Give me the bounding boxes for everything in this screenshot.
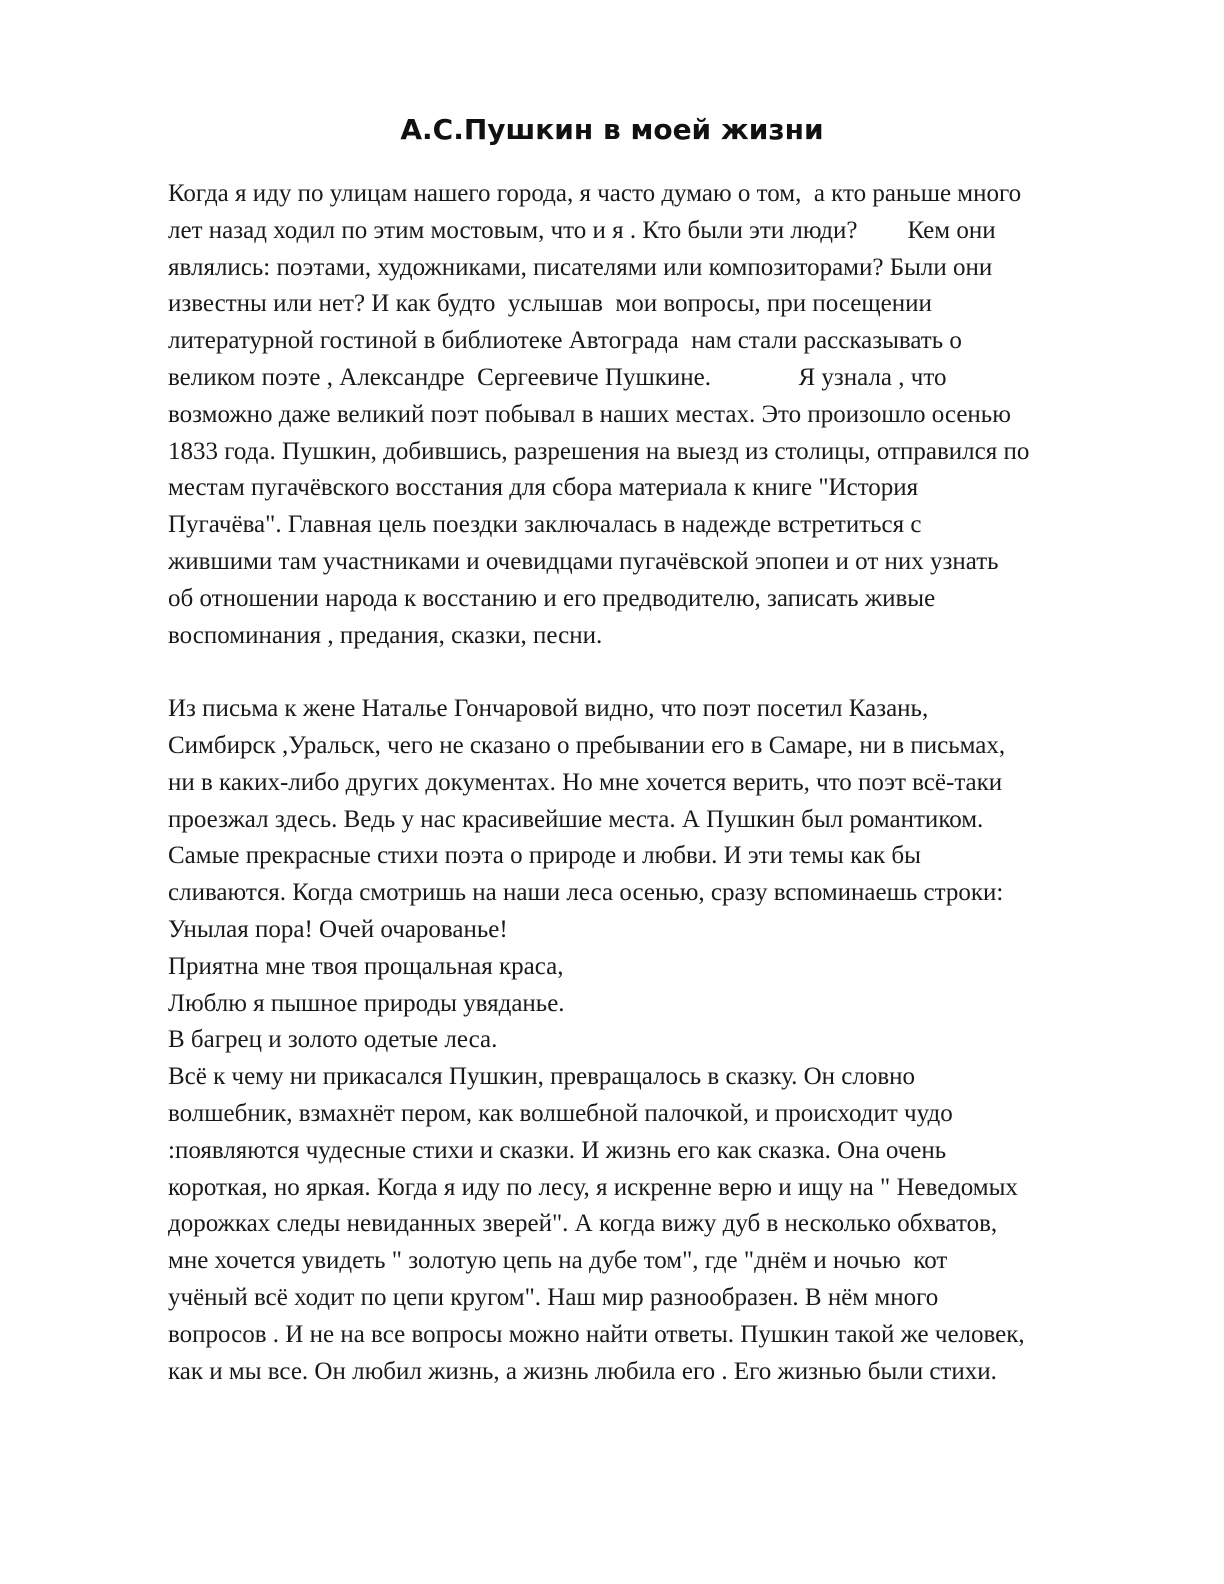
text-line: лет назад ходил по этим мостовым, что и я . Кто были эти люди? Кем они	[168, 216, 996, 244]
text-line: волшебник, взмахнёт пером, как волшебной палочкой, и происходит чудо	[168, 1099, 953, 1127]
text-line: известны или нет? И как будто услышав мои вопросы, при посещении	[168, 290, 932, 318]
text-line: возможно даже великий поэт побывал в наших местах. Это произошло осенью	[168, 400, 1011, 428]
text-line: короткая, но яркая. Когда я иду по лесу, я искренне верю и ищу на " Неведомых	[168, 1173, 1018, 1201]
text-line: :появляются чудесные стихи и сказки. И жизнь его как сказка. Она очень	[168, 1136, 947, 1164]
document-body	[168, 176, 1158, 1390]
paragraph-2	[168, 691, 1158, 1390]
text-line: 1833 года. Пушкин, добившись, разрешения на выезд из столицы, отправился по	[168, 437, 1030, 465]
text-line: дорожках следы невиданных зверей". А когда вижу дуб в несколько обхватов,	[168, 1210, 998, 1238]
document-title: А.С.Пушкин в моей жизни	[400, 113, 824, 146]
text-line: как и мы все. Он любил жизнь, а жизнь любила его . Его жизнью были стихи.	[168, 1357, 997, 1385]
paragraph-spacer	[168, 654, 1158, 691]
text-line: проезжал здесь. Ведь у нас красивейшие места. А Пушкин был романтиком.	[168, 805, 984, 833]
text-line: являлись: поэтами, художниками, писателями или композиторами? Были они	[168, 253, 993, 281]
text-line: Всё к чему ни прикасался Пушкин, превращалось в сказку. Он словно	[168, 1063, 916, 1091]
text-line: вопросов . И не на все вопросы можно найти ответы. Пушкин такой же человек,	[168, 1320, 1025, 1348]
text-line: местам пугачёвского восстания для сбора материала к книге "История	[168, 474, 919, 502]
text-line: великом поэте , Александре Сергеевиче Пушкине. Я узнала , что	[168, 363, 947, 391]
text-line: литературной гостиной в библиотеке Автограда нам стали рассказывать о	[168, 327, 962, 355]
text-line: мне хочется увидеть " золотую цепь на дубе том", где "днём и ночью кот	[168, 1247, 948, 1275]
paragraph-1	[168, 176, 1158, 654]
text-line: воспоминания , предания, сказки, песни.	[168, 621, 603, 649]
text-line: Симбирск ,Уральск, чего не сказано о пребывании его в Самаре, ни в письмах,	[168, 731, 1006, 759]
text-line: сливаются. Когда смотришь на наши леса осенью, сразу вспоминаешь строки:	[168, 879, 1004, 907]
text-line: ни в каких-либо других документах. Но мне хочется верить, что поэт всё-таки	[168, 768, 1003, 796]
poem-line: Люблю я пышное природы увяданье.	[168, 989, 565, 1017]
text-line: Когда я иду по улицам нашего города, я часто думаю о том, а кто раньше много	[168, 180, 1022, 207]
text-line: Пугачёва". Главная цель поездки заключалась в надежде встретиться с	[168, 511, 922, 539]
text-line: Самые прекрасные стихи поэта о природе и любви. И эти темы как бы	[168, 842, 921, 870]
poem-line: Приятна мне твоя прощальная краса,	[168, 952, 564, 980]
text-line: Из письма к жене Наталье Гончаровой видно, что поэт посетил Казань,	[168, 695, 929, 723]
text-line: жившими там участниками и очевидцами пугачёвской эпопеи и от них узнать	[168, 547, 999, 575]
text-line: об отношении народа к восстанию и его предводителю, записать живые	[168, 584, 936, 612]
poem-line: В багрец и золото одетые леса.	[168, 1026, 498, 1054]
text-line: учёный всё ходит по цепи кругом". Наш мир разнообразен. В нём много	[168, 1283, 939, 1311]
poem-line: Унылая пора! Очей очарованье!	[168, 915, 508, 943]
